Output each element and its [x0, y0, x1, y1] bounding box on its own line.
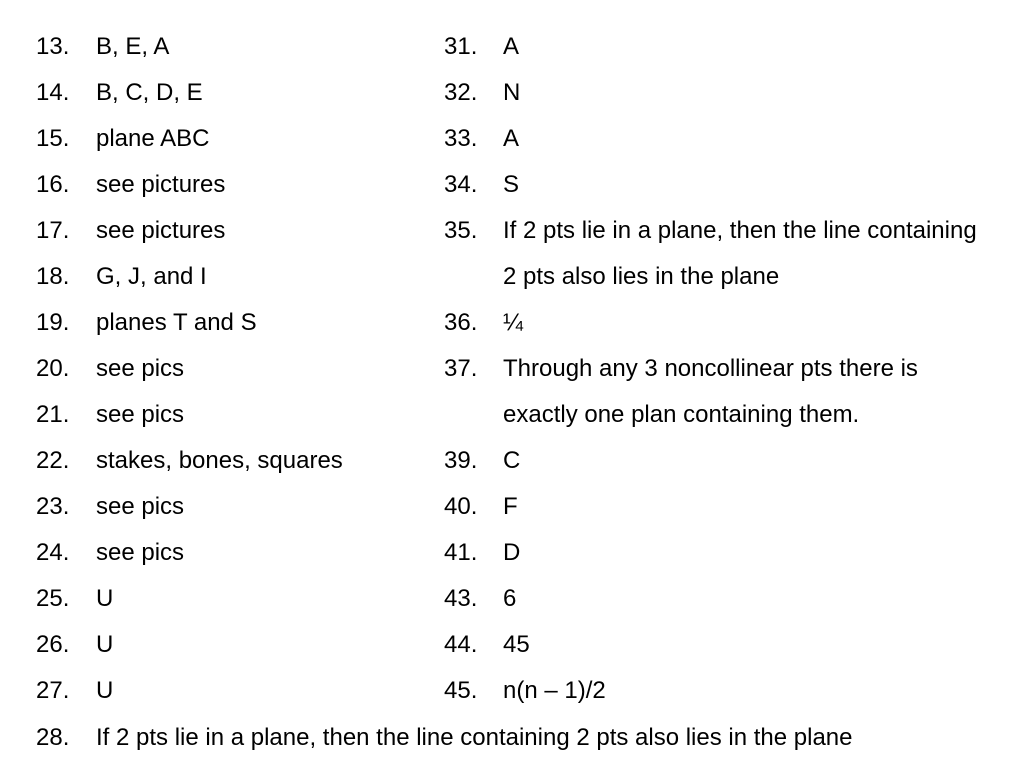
item-answer: Through any 3 noncollinear pts there is [503, 355, 918, 382]
item-answer: see pics [96, 493, 185, 520]
item-answer: ¼ [503, 309, 524, 336]
item-answer: 6 [503, 585, 517, 612]
item-number: 13. [36, 33, 70, 60]
item-number: 23. [36, 493, 70, 520]
item-number: 16. [36, 171, 70, 198]
item-answer: planes T and S [96, 309, 257, 336]
item-number: 45. [444, 677, 478, 704]
item-answer: U [96, 631, 114, 658]
item-number: 18. [36, 263, 70, 290]
item-number: 26. [36, 631, 70, 658]
item-answer: see pictures [96, 217, 226, 244]
item-answer: A [503, 125, 520, 152]
item-answer: plane ABC [96, 125, 210, 152]
item-number: 20. [36, 355, 70, 382]
item-number: 39. [444, 447, 478, 474]
item-number: 15. [36, 125, 70, 152]
item-answer: see pics [96, 539, 185, 566]
item-answer: U [96, 585, 114, 612]
item-number: 19. [36, 309, 70, 336]
item-number: 22. [36, 447, 70, 474]
item-number: 21. [36, 401, 70, 428]
item-number: 32. [444, 79, 478, 106]
item-number: 17. [36, 217, 70, 244]
item-answer: G, J, and I [96, 263, 207, 290]
item-answer: If 2 pts lie in a plane, then the line containing [503, 217, 977, 244]
item-answer: see pics [96, 401, 185, 428]
item-number: 36. [444, 309, 478, 336]
item-answer: exactly one plan containing them. [503, 401, 860, 428]
item-answer: see pics [96, 355, 185, 382]
item-number: 40. [444, 493, 478, 520]
item-answer: 45 [503, 631, 530, 658]
item-number: 28. [36, 724, 70, 751]
item-answer: N [503, 79, 521, 106]
item-answer: D [503, 539, 521, 566]
item-answer: U [96, 677, 114, 704]
item-answer: F [503, 493, 518, 520]
item-answer: If 2 pts lie in a plane, then the line containing 2 pts also lies in the plane [96, 724, 853, 751]
item-number: 37. [444, 355, 478, 382]
item-answer: A [503, 33, 520, 60]
item-answer: B, C, D, E [96, 79, 203, 106]
item-number: 44. [444, 631, 478, 658]
item-number: 43. [444, 585, 478, 612]
item-number: 35. [444, 217, 478, 244]
item-number: 41. [444, 539, 478, 566]
item-answer: n(n – 1)/2 [503, 677, 606, 704]
item-number: 14. [36, 79, 70, 106]
item-number: 34. [444, 171, 478, 198]
item-answer: C [503, 447, 521, 474]
item-answer: see pictures [96, 171, 226, 198]
item-answer: 2 pts also lies in the plane [503, 263, 780, 290]
item-answer: B, E, A [96, 33, 170, 60]
item-number: 24. [36, 539, 70, 566]
item-answer: stakes, bones, squares [96, 447, 343, 474]
item-number: 27. [36, 677, 70, 704]
item-number: 25. [36, 585, 70, 612]
item-number: 31. [444, 33, 478, 60]
item-answer: S [503, 171, 520, 198]
item-number: 33. [444, 125, 478, 152]
